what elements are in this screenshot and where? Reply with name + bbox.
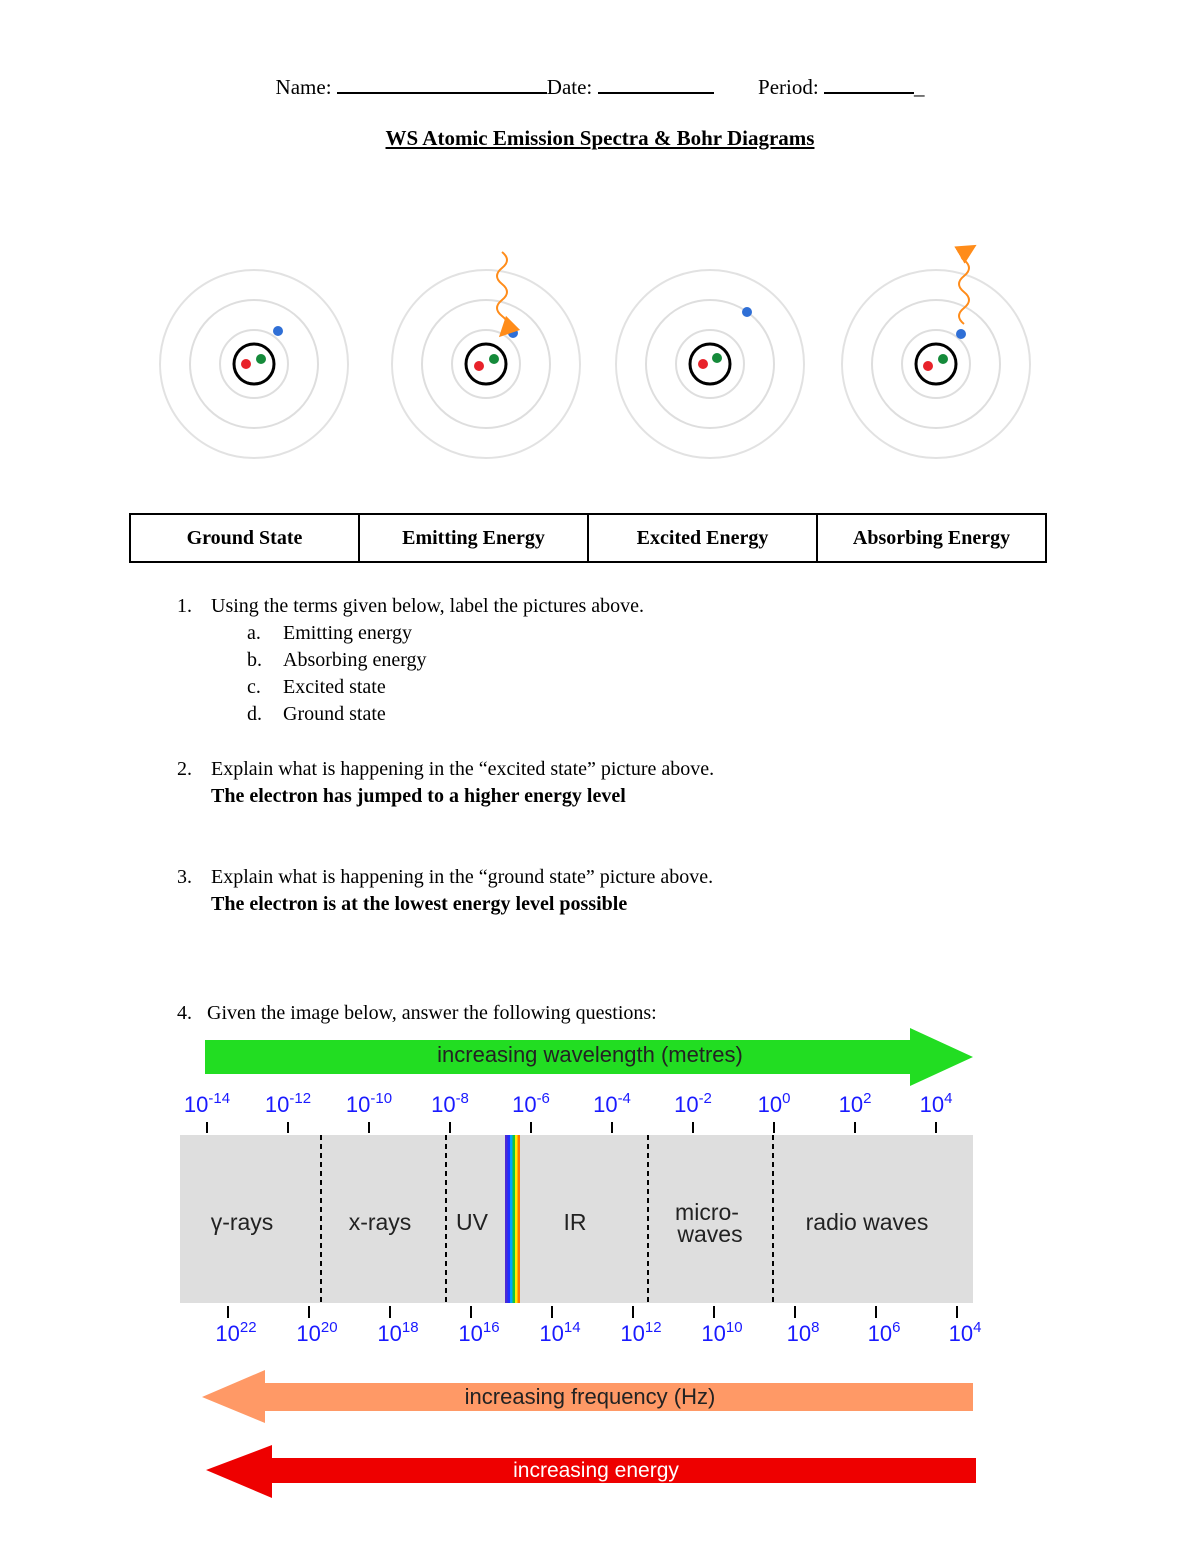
question-number: 1. <box>177 595 192 617</box>
frequency-label: increasing frequency (Hz) <box>464 1384 716 1409</box>
frequency-tick-label: $10^4$ <box>948 1319 982 1346</box>
label-cell: Excited Energy <box>588 514 817 562</box>
wavelength-tick-label: $10^{-2}$ <box>674 1090 712 1117</box>
energy-label: increasing energy <box>513 1459 679 1482</box>
option-item: d. Ground state <box>247 703 386 725</box>
label-cell: Emitting Energy <box>359 514 588 562</box>
name-blank[interactable] <box>337 72 547 94</box>
header-line <box>0 72 1200 100</box>
wavelength-tick-label: $10^{-12}$ <box>264 1090 312 1117</box>
frequency-tick-label: $10^{20}$ <box>296 1319 338 1346</box>
page-title: WS Atomic Emission Spectra & Bohr Diagrams <box>385 126 815 150</box>
question-text: Given the image below, answer the following questions: <box>207 1002 657 1024</box>
wavelength-tick-label: $10^0$ <box>757 1090 791 1117</box>
wavelength-tick-label: $10^{-4}$ <box>593 1090 631 1117</box>
region-label-xray: x-rays <box>348 1209 412 1235</box>
bohr-diagrams <box>140 240 1060 480</box>
question-text: Explain what is happening in the “ground state” picture above. <box>211 866 714 888</box>
question-number: 3. <box>177 866 192 888</box>
region-label-radio: radio waves <box>805 1209 929 1235</box>
region-label-waves: waves <box>677 1221 743 1247</box>
wavelength-tick-label: $10^{-10}$ <box>345 1090 393 1117</box>
wavelength-label: increasing wavelength (metres) <box>437 1042 743 1067</box>
region-label-uv: UV <box>456 1209 488 1235</box>
wavelength-tick-label: $10^4$ <box>919 1090 953 1117</box>
period-tail: _ <box>913 75 925 99</box>
question-2 <box>177 756 1077 810</box>
question-1 <box>177 593 1077 728</box>
question-3 <box>177 864 1077 918</box>
question-number: 4. <box>177 1002 192 1024</box>
em-spectrum-figure <box>170 1020 990 1510</box>
label-cell: Absorbing Energy <box>817 514 1046 562</box>
answer-text: The electron is at the lowest energy level possible <box>211 893 628 915</box>
name-label: Name: <box>275 75 332 99</box>
frequency-tick-label: $10^{18}$ <box>377 1319 419 1346</box>
visible-light-strip <box>505 1135 520 1303</box>
question-text: Using the terms given below, label the pictures above. <box>211 595 645 617</box>
wavelength-tick-label: $10^2$ <box>838 1090 872 1117</box>
answer-text: The electron has jumped to a higher energy level <box>211 785 626 807</box>
bohr-atom-excited <box>616 270 804 458</box>
region-label-ir: IR <box>563 1209 587 1235</box>
state-label-table <box>129 513 1047 563</box>
label-cell: Ground State <box>130 514 359 562</box>
wavelength-tick-label: $10^{-6}$ <box>512 1090 550 1117</box>
region-label-micro: micro- <box>675 1199 739 1225</box>
period-blank[interactable] <box>824 72 914 94</box>
wavelength-arrow <box>205 1028 973 1086</box>
frequency-tick-label: $10^{14}$ <box>539 1319 581 1346</box>
frequency-tick-label: $10^{16}$ <box>458 1319 500 1346</box>
frequency-tick-label: $10^{12}$ <box>620 1319 662 1346</box>
energy-arrow <box>206 1445 976 1498</box>
date-label: Date: <box>546 75 593 99</box>
wavelength-tick-label: $10^{-14}$ <box>183 1090 231 1117</box>
bohr-atom-absorbing <box>842 250 1030 458</box>
frequency-tick-label: $10^{10}$ <box>701 1319 743 1346</box>
option-item: c. Excited state <box>247 676 386 698</box>
frequency-tick-label: $10^{22}$ <box>215 1319 257 1346</box>
frequency-arrow <box>202 1370 973 1423</box>
question-number: 2. <box>177 758 192 780</box>
region-label-gamma: γ-rays <box>210 1209 274 1235</box>
question-text: Explain what is happening in the “excited state” picture above. <box>211 758 715 780</box>
frequency-tick-label: $10^6$ <box>867 1319 901 1346</box>
date-blank[interactable] <box>598 72 714 94</box>
wavelength-tick-label: $10^{-8}$ <box>431 1090 469 1117</box>
frequency-tick-label: $10^8$ <box>786 1319 820 1346</box>
period-label: Period: <box>758 75 819 99</box>
bohr-atom-emitting <box>392 252 580 458</box>
bohr-atom-ground <box>160 270 348 458</box>
option-item: a. Emitting energy <box>247 622 413 644</box>
option-item: b. Absorbing energy <box>247 649 427 671</box>
